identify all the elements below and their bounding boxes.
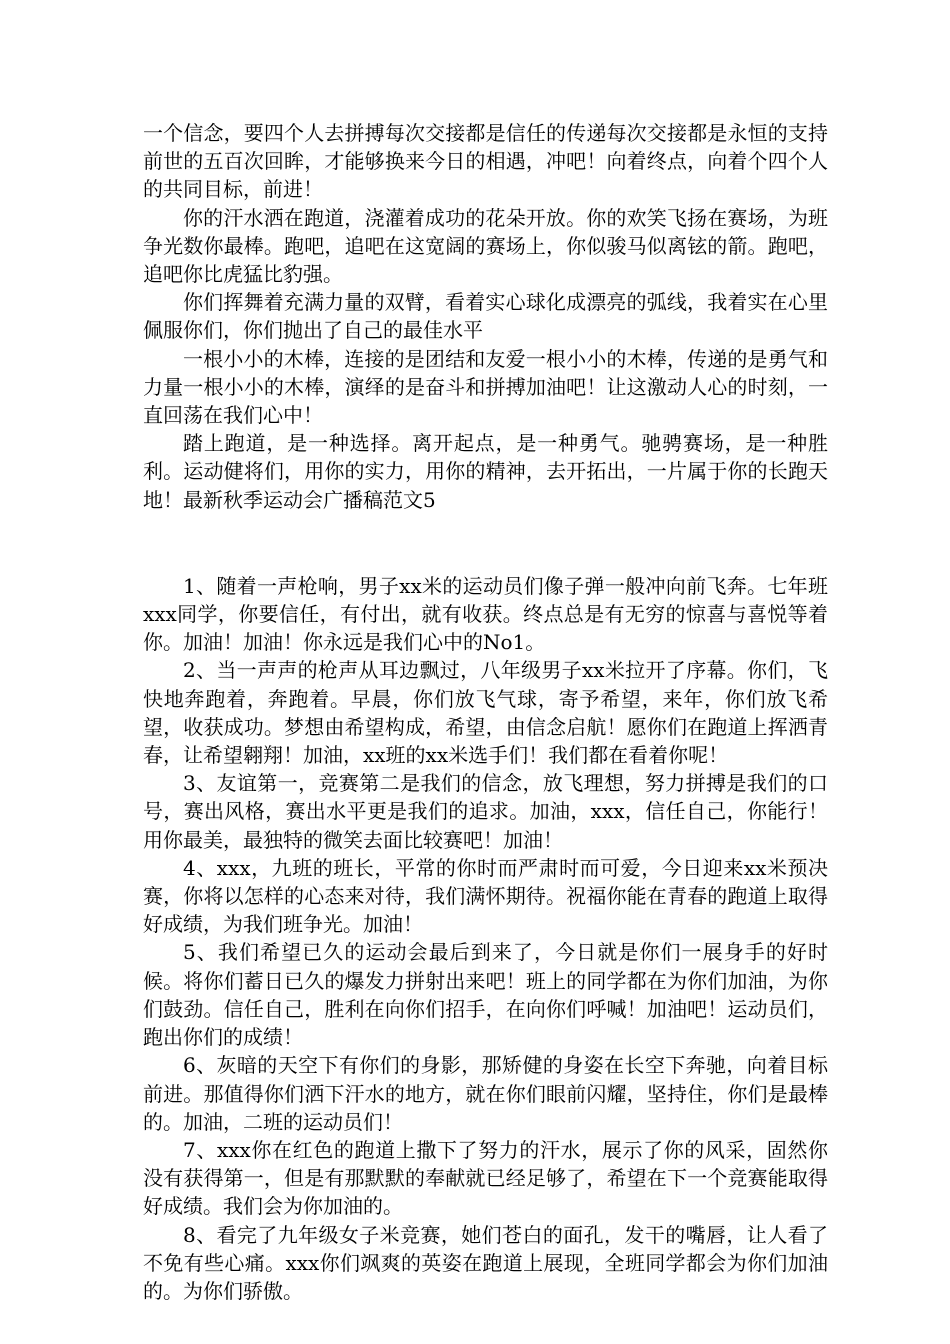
paragraph-continued: 一个信念，要四个人去拼搏每次交接都是信任的传递每次交接都是永恒的支持前世的五百次回眸，才能够换来今日的相遇，冲吧！向着终点，向着个四个人的共同目标，前进！	[143, 121, 828, 202]
document-body	[143, 119, 828, 1305]
section-spacer	[143, 514, 828, 572]
numbered-paragraph-1: 1、随着一声枪响，男子xx米的运动员们像子弹一般冲向前飞奔。七年班xxx同学，你要信任，有付出，就有收获。终点总是有无穷的惊喜与喜悦等着你。加油！加油！你永远是我们心中的No1。	[143, 573, 828, 655]
numbered-paragraph-7: 7、xxx你在红色的跑道上撒下了努力的汗水，展示了你的风采，固然你没有获得第一，但是有那默默的奉献就已经足够了，希望在下一个竞赛能取得好成绩。我们会为你加油的。	[143, 1137, 828, 1219]
numbered-paragraph-3: 3、友谊第一，竞赛第二是我们的信念，放飞理想，努力拼搏是我们的口号，赛出风格，赛出水平更是我们的追求。加油，xxx，信任自己，你能行！用你最美，最独特的微笑去面比较赛吧！加油！	[143, 771, 828, 852]
paragraph: 你的汗水洒在跑道，浇灌着成功的花朵开放。你的欢笑飞扬在赛场，为班争光数你最棒。跑吧，追吧在这宽阔的赛场上，你似骏马似离铉的箭。跑吧，追吧你比虎猛比豹强。	[143, 205, 828, 287]
numbered-paragraph-8: 8、看完了九年级女子米竞赛，她们苍白的面孔，发干的嘴唇，让人看了不免有些心痛。xxx你们飒爽的英姿在跑道上展现，全班同学都会为你们加油的。为你们骄傲。	[143, 1222, 828, 1303]
numbered-paragraph-2: 2、当一声声的枪声从耳边飘过，八年级男子xx米拉开了序幕。你们，飞快地奔跑着，奔跑着。早晨，你们放飞气球，寄予希望，来年，你们放飞希望，收获成功。梦想由希望构成，希望，由信念启航！愿你们在跑道上挥洒青春，让希望翱翔！加油，xx班的xx米选手们！我们都在看着你呢！	[143, 658, 828, 768]
paragraph: 踏上跑道，是一种选择。离开起点，是一种勇气。驰骋赛场，是一种胜利。运动健将们，用你的实力，用你的精神，去开拓出，一片属于你的长跑天地！最新秋季运动会广播稿范文5	[143, 431, 828, 512]
numbered-paragraph-4: 4、xxx，九班的班长，平常的你时而严肃时而可爱，今日迎来xx米预决赛，你将以怎样的心态来对待，我们满怀期待。祝福你能在青春的跑道上取得好成绩，为我们班争光。加油！	[143, 855, 828, 937]
numbered-paragraph-5: 5、我们希望已久的运动会最后到来了，今日就是你们一展身手的好时候。将你们蓄日已久的爆发力拼射出来吧！班上的同学都在为你们加油，为你们鼓劲。信任自己，胜利在向你们招手，在向你们呼喊！加油吧！运动员们，跑出你们的成绩！	[143, 940, 828, 1050]
paragraph: 你们挥舞着充满力量的双臂，看着实心球化成漂亮的弧线，我着实在心里佩服你们，你们抛出了自己的最佳水平	[143, 290, 828, 343]
paragraph: 一根小小的木棒，连接的是团结和友爱一根小小的木棒，传递的是勇气和力量一根小小的木棒，演绎的是奋斗和拼搏加油吧！让这激动人心的时刻，一直回荡在我们心中！	[143, 346, 828, 428]
numbered-paragraph-6: 6、灰暗的天空下有你们的身影，那矫健的身姿在长空下奔驰，向着目标前进。那值得你们洒下汗水的地方，就在你们眼前闪耀，坚持住，你们是最棒的。加油，二班的运动员们！	[143, 1053, 828, 1134]
